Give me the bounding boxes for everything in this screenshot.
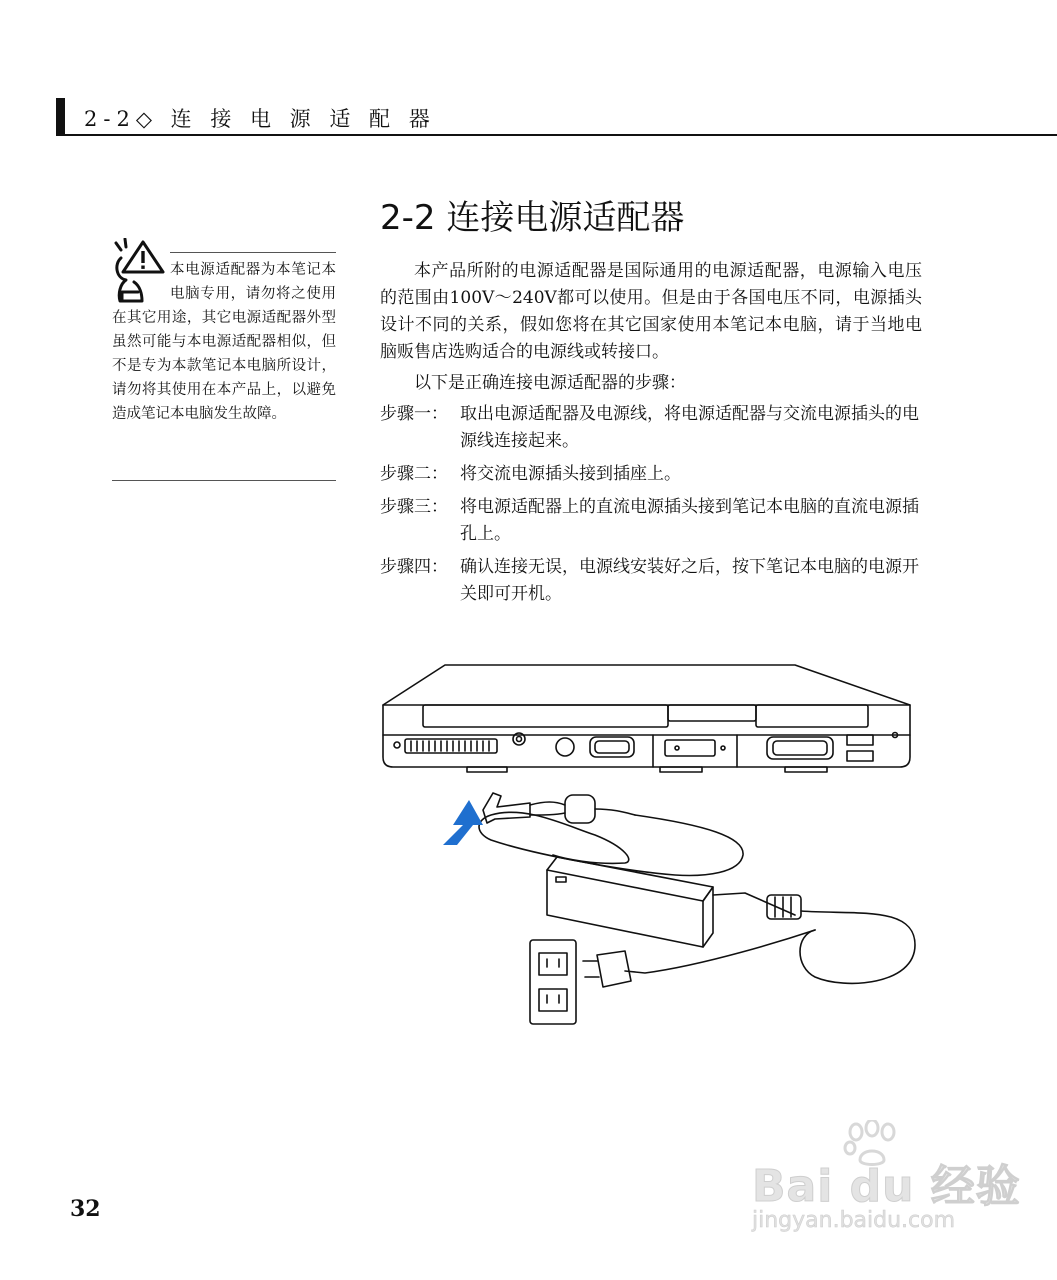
header-rule <box>56 134 1057 136</box>
note-text-block <box>112 258 336 426</box>
section-title: 2-2 连接电源适配器 <box>380 198 685 238</box>
watermark-url: jingyan.baidu.com <box>752 1208 956 1233</box>
step-label: 步骤三： <box>380 497 448 517</box>
laptop-power-adapter-diagram <box>375 655 920 1030</box>
step-label: 步骤二： <box>380 464 448 484</box>
header-section-title: 2-2◇ 连 接 电 源 适 配 器 <box>84 107 436 131</box>
vent-grille <box>405 739 497 753</box>
ac-plug <box>597 951 631 987</box>
note-icon-space <box>112 258 170 306</box>
header-bar <box>56 98 65 136</box>
page-header <box>56 98 1057 136</box>
vga-port <box>590 737 634 757</box>
main-text <box>380 258 922 614</box>
step-3 <box>380 494 922 548</box>
s-video-port <box>556 738 574 756</box>
page-number: 32 <box>70 1196 101 1222</box>
watermark-brand: Bai du 经验 <box>752 1161 1021 1212</box>
dc-plug <box>483 793 530 823</box>
usb-port <box>847 735 873 745</box>
insert-arrow-icon <box>443 800 483 845</box>
step-text: 将交流电源插头接到插座上。 <box>460 464 681 484</box>
laptop-lid <box>383 665 910 705</box>
note-bottom-rule <box>112 480 336 481</box>
step-text: 将电源适配器上的直流电源插头接到笔记本电脑的直流电源插孔上。 <box>460 497 919 544</box>
intro-paragraph: 本产品所附的电源适配器是国际通用的电源适配器，电源输入电压的范围由100V～240V都可以使用。但是由于各国电压不同，电源插头设计不同的关系，假如您将在其它国家使用本笔记本电脑，请于当地电脑贩售店选购适合的电源线或转接口。 <box>380 261 922 362</box>
step-label: 步骤四： <box>380 557 448 577</box>
step-4 <box>380 554 922 608</box>
strain-relief <box>767 895 801 919</box>
steps-intro: 以下是正确连接电源适配器的步骤： <box>414 373 686 393</box>
step-label: 步骤一： <box>380 404 448 424</box>
ferrite-bead <box>565 795 595 823</box>
note-text: 本电源适配器为本笔记本电脑专用，请勿将之使用在其它用途，其它电源适配器外型虽然可能与本电源适配器相似，但不是专为本款笔记本电脑所设计，请勿将其使用在本产品上，以避免造成笔记本电脑发生故障。 <box>112 262 336 422</box>
step-text: 取出电源适配器及电源线，将电源适配器与交流电源插头的电源线连接起来。 <box>460 404 919 451</box>
step-1 <box>380 401 922 455</box>
note-top-rule <box>170 252 336 253</box>
step-text: 确认连接无误，电源线安装好之后，按下笔记本电脑的电源开关即可开机。 <box>460 557 919 604</box>
step-2 <box>380 461 922 488</box>
power-adapter-brick <box>547 857 713 901</box>
